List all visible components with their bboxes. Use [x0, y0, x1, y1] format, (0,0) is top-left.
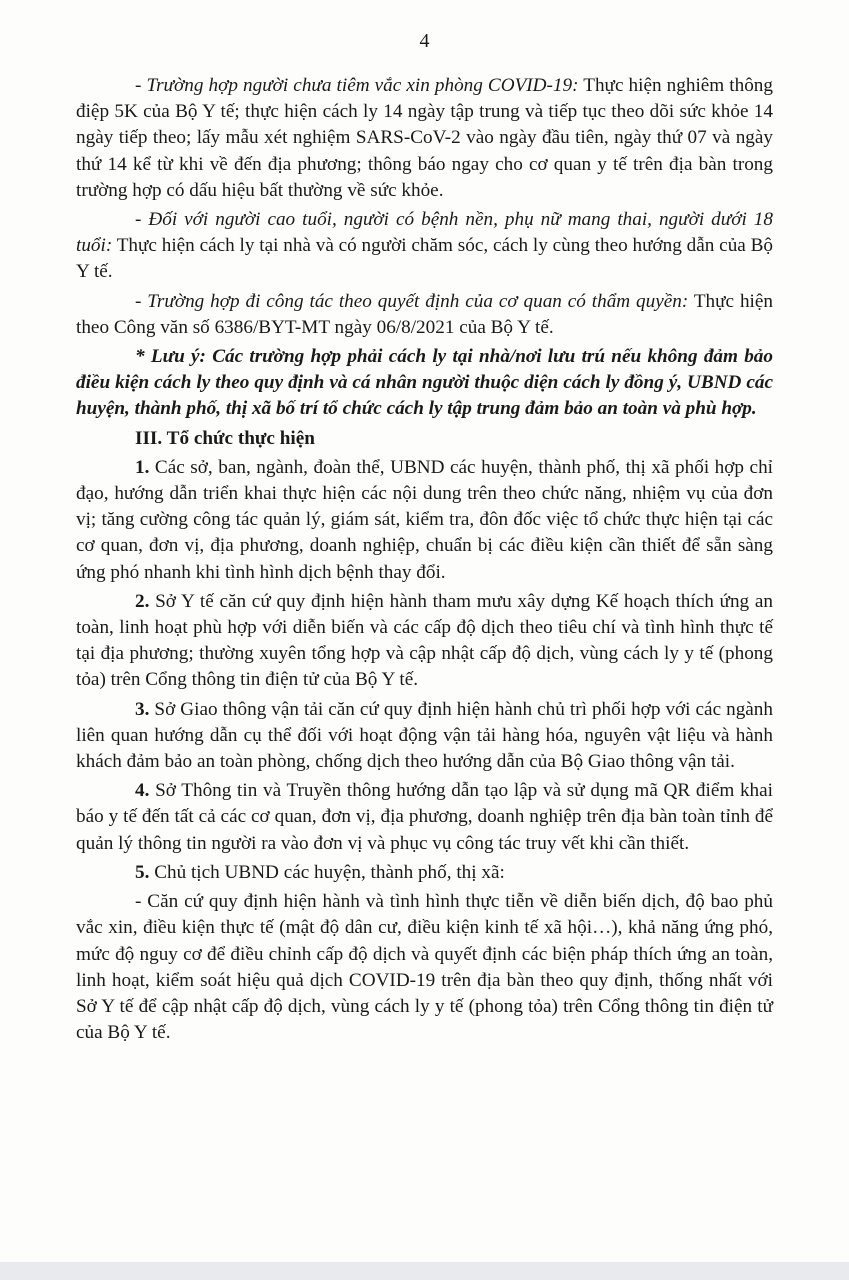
item-3 — [76, 697, 773, 776]
paragraph-elderly — [76, 207, 773, 286]
item-5-body: Chủ tịch UBND các huyện, thành phố, thị xã: — [149, 861, 505, 883]
item-2-body: Sở Y tế căn cứ quy định hiện hành tham mưu xây dựng Kế hoạch thích ứng an toàn, linh hoạt phù hợp với diễn biến và các cấp độ dịch theo tiêu chí và tình hình thực tế tại địa phương; thường xuyên tổng hợp và cập nhật cấp độ dịch, vùng cách ly y tế (phong tỏa) trên Cổng thông tin điện tử của Bộ Y tế. — [76, 590, 773, 691]
item-1-number: 1. — [135, 456, 150, 478]
paragraph-business-trip-lead: - Trường hợp đi công tác theo quyết định của cơ quan có thẩm quyền: — [135, 290, 689, 312]
paragraph-elderly-lead: - Đối với người cao tuổi, người có bệnh nền, phụ nữ mang thai, người dưới 18 tuổi: — [76, 209, 773, 257]
item-5-subparagraph: - Căn cứ quy định hiện hành và tình hình thực tiễn về diễn biến dịch, độ bao phủ vắc xin, điều kiện thực tế (mật độ dân cư, điều kiện kinh tế xã hội…), khả năng ứng phó, mức độ nguy cơ để điều chỉnh cấp độ dịch và quyết định các biện pháp thích ứng an toàn, linh hoạt, kiểm soát hiệu quả dịch COVID-19 trên địa bàn theo quy định, thống nhất với Sở Y tế để cập nhật cấp độ dịch, vùng cách ly y tế (phong tỏa) trên Cổng thông tin điện tử của Bộ Y tế. — [76, 891, 773, 1044]
section-heading: III. Tổ chức thực hiện — [135, 427, 315, 449]
paragraph-business-trip-body: Thực hiện theo Công văn số 6386/BYT-MT ngày 06/8/2021 của Bộ Y tế. — [76, 290, 773, 338]
paragraph-unvaccinated-lead: - Trường hợp người chưa tiêm vắc xin phòng COVID-19: — [135, 75, 579, 96]
note-paragraph: * Lưu ý: Các trường hợp phải cách ly tại nhà/nơi lưu trú nếu không đảm bảo điều kiện cách ly theo quy định và cá nhân người thuộc diện cách ly đồng ý, UBND các huyện, thành phố, thị xã bố trí tổ chức cách ly tập trung đảm bảo an toàn và phù hợp. — [76, 346, 773, 420]
item-4-number: 4. — [135, 780, 150, 802]
bottom-strip — [0, 1262, 849, 1280]
item-3-number: 3. — [135, 698, 150, 720]
item-1 — [76, 455, 773, 586]
item-4 — [76, 778, 773, 857]
paragraph-elderly-body: Thực hiện cách ly tại nhà và có người chăm sóc, cách ly cùng theo hướng dẫn của Bộ Y tế. — [76, 235, 773, 283]
item-3-body: Sở Giao thông vận tải căn cứ quy định hiện hành chủ trì phối hợp với các ngành liên quan hướng dẫn cụ thể đối với hoạt động vận tải hàng hóa, nguyên vật liệu và hành khách đảm bảo an toàn phòng, chống dịch theo hướng dẫn của Bộ Giao thông vận tải. — [76, 698, 773, 773]
item-2 — [76, 589, 773, 694]
paragraph-unvaccinated-body: Thực hiện nghiêm thông điệp 5K của Bộ Y tế; thực hiện cách ly 14 ngày tập trung và tiếp tục theo dõi sức khỏe 14 ngày tiếp theo; lấy mẫu xét nghiệm SARS-CoV-2 vào ngày đầu tiên, ngày thứ 07 và ngày thứ 14 kể từ khi về đến địa phương; thông báo ngay cho cơ quan y tế trên địa bàn trong trường hợp có dấu hiệu bất thường về sức khỏe. — [76, 75, 773, 201]
page-number: 4 — [419, 30, 430, 52]
item-5 — [76, 860, 773, 886]
paragraph-unvaccinated — [76, 73, 773, 204]
item-1-body: Các sở, ban, ngành, đoàn thể, UBND các huyện, thành phố, thị xã phối hợp chỉ đạo, hướng dẫn triển khai thực hiện các nội dung trên theo chức năng, nhiệm vụ của đơn vị; tăng cường công tác quản lý, giám sát, kiểm tra, đôn đốc việc tổ chức thực hiện tại các cơ quan, đơn vị, địa phương, doanh nghiệp, chuẩn bị các điều kiện cần thiết để sẵn sàng ứng phó nhanh khi tình hình dịch bệnh thay đổi. — [76, 456, 773, 583]
document-body — [76, 73, 773, 1049]
paragraph-business-trip — [76, 289, 773, 341]
item-4-body: Sở Thông tin và Truyền thông hướng dẫn tạo lập và sử dụng mã QR điểm khai báo y tế đến tất cả các cơ quan, đơn vị, địa phương, doanh nghiệp trên địa bàn toàn tỉnh để quản lý thông tin người ra vào đơn vị và phục vụ công tác truy vết khi cần thiết. — [76, 780, 773, 854]
item-5-number: 5. — [135, 861, 150, 883]
item-2-number: 2. — [135, 590, 150, 612]
